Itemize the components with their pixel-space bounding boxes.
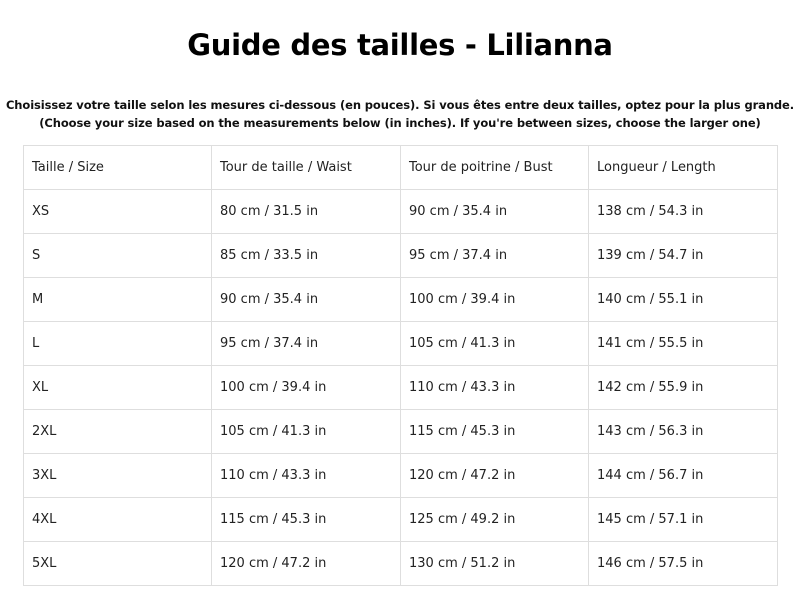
cell-length: 144 cm / 56.7 in (589, 454, 778, 498)
cell-bust: 90 cm / 35.4 in (401, 190, 589, 234)
cell-bust: 125 cm / 49.2 in (401, 498, 589, 542)
cell-length: 141 cm / 55.5 in (589, 322, 778, 366)
table-row (24, 322, 778, 366)
cell-waist: 120 cm / 47.2 in (212, 542, 401, 586)
table-row (24, 542, 778, 586)
cell-bust: 115 cm / 45.3 in (401, 410, 589, 454)
header-waist: Tour de taille / Waist (212, 146, 401, 190)
cell-bust: 95 cm / 37.4 in (401, 234, 589, 278)
cell-size: XS (24, 190, 212, 234)
table-row (24, 410, 778, 454)
table-row (24, 498, 778, 542)
table-row (24, 366, 778, 410)
cell-waist: 100 cm / 39.4 in (212, 366, 401, 410)
cell-waist: 85 cm / 33.5 in (212, 234, 401, 278)
header-size: Taille / Size (24, 146, 212, 190)
header-length: Longueur / Length (589, 146, 778, 190)
cell-size: L (24, 322, 212, 366)
cell-length: 139 cm / 54.7 in (589, 234, 778, 278)
cell-length: 145 cm / 57.1 in (589, 498, 778, 542)
cell-waist: 105 cm / 41.3 in (212, 410, 401, 454)
table-row (24, 234, 778, 278)
page-title: Guide des tailles - Lilianna (187, 28, 613, 62)
cell-waist: 90 cm / 35.4 in (212, 278, 401, 322)
cell-bust: 110 cm / 43.3 in (401, 366, 589, 410)
table-header-row (24, 146, 778, 190)
cell-length: 142 cm / 55.9 in (589, 366, 778, 410)
cell-bust: 120 cm / 47.2 in (401, 454, 589, 498)
cell-length: 146 cm / 57.5 in (589, 542, 778, 586)
cell-waist: 80 cm / 31.5 in (212, 190, 401, 234)
instructions-english: (Choose your size based on the measurements below (in inches). If you're between sizes, choose the larger one) (39, 116, 761, 130)
cell-size: 2XL (24, 410, 212, 454)
instructions (0, 96, 800, 132)
table-row (24, 454, 778, 498)
cell-size: XL (24, 366, 212, 410)
cell-size: S (24, 234, 212, 278)
cell-size: 4XL (24, 498, 212, 542)
instructions-french: Choisissez votre taille selon les mesures ci-dessous (en pouces). Si vous êtes entre deux tailles, optez pour la plus grande. (5, 98, 795, 112)
cell-waist: 110 cm / 43.3 in (212, 454, 401, 498)
cell-waist: 95 cm / 37.4 in (212, 322, 401, 366)
cell-bust: 105 cm / 41.3 in (401, 322, 589, 366)
table-row (24, 278, 778, 322)
cell-bust: 100 cm / 39.4 in (401, 278, 589, 322)
cell-waist: 115 cm / 45.3 in (212, 498, 401, 542)
cell-bust: 130 cm / 51.2 in (401, 542, 589, 586)
cell-length: 138 cm / 54.3 in (589, 190, 778, 234)
header-bust: Tour de poitrine / Bust (401, 146, 589, 190)
size-chart-table (23, 145, 778, 586)
cell-size: 3XL (24, 454, 212, 498)
cell-size: 5XL (24, 542, 212, 586)
cell-length: 140 cm / 55.1 in (589, 278, 778, 322)
cell-size: M (24, 278, 212, 322)
cell-length: 143 cm / 56.3 in (589, 410, 778, 454)
table-row (24, 190, 778, 234)
